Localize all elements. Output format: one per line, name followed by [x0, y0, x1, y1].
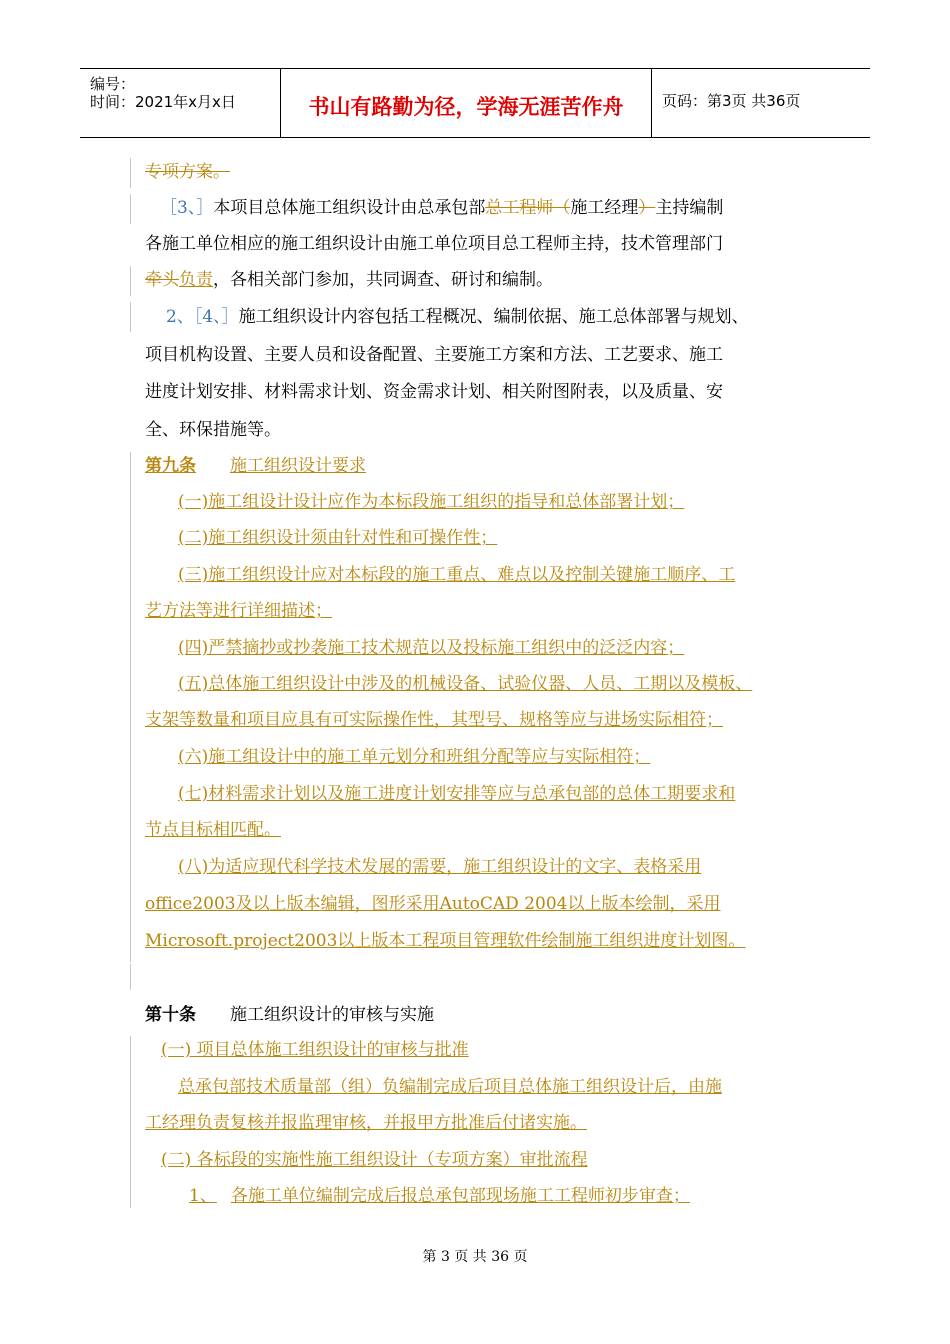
revision-bar — [130, 1036, 131, 1208]
document-number-label: 编号： — [90, 75, 136, 93]
revision-bar — [130, 266, 131, 296]
text-run: 施工组织设计内容包括工程概况、编制依据、施工总体部署与规划、 — [238, 307, 749, 327]
list-item-continued: Microsoft.project2003以上版本工程项目管理软件绘制施工组织进度计划图。 — [145, 931, 746, 951]
list-item: (一)施工组设计设计应作为本标段施工组织的指导和总体部署计划； — [178, 492, 685, 512]
page-footer: 第 3 页 共 36 页 — [422, 1249, 528, 1265]
text-run: 主持编制 — [655, 198, 724, 218]
section-heading: (二) 各标段的实施性施工组织设计（专项方案）审批流程 — [161, 1150, 588, 1170]
revision-bar — [130, 194, 131, 224]
paragraph-line: 项目机构设置、主要人员和设备配置、主要施工方案和方法、工艺要求、施工 — [145, 345, 723, 365]
paragraph-line: 工经理负责复核并报监理审核，并报甲方批准后付诸实施。 — [145, 1113, 587, 1133]
item-number: ［3、］ — [160, 198, 214, 218]
paragraph-line: 总承包部技术质量部（组）负编制完成后项目总体施工组织设计后，由施 — [178, 1077, 722, 1097]
paragraph-line: 全、环保措施等。 — [145, 420, 281, 440]
header-info-cell — [80, 69, 281, 137]
list-item-continued: 艺方法等进行详细描述； — [145, 601, 332, 621]
item-number: 1、 — [189, 1186, 217, 1206]
text-run: 各施工单位编制完成后报总承包部现场施工工程师初步审查； — [230, 1186, 690, 1206]
inserted-text: 负责 — [179, 270, 213, 290]
slogan: 书山有路勤为径，学海无涯苦作舟 — [308, 95, 624, 119]
date-label: 时间：2021年x月x日 — [90, 93, 236, 111]
item-number: 2、［4、］ — [166, 307, 239, 327]
list-item: (四)严禁摘抄或抄袭施工技术规范以及投标施工组织中的泛泛内容； — [178, 638, 685, 658]
page-count-label: 页码：第3页 共36页 — [662, 92, 801, 110]
paragraph-line: 各施工单位相应的施工组织设计由施工单位项目总工程师主持，技术管理部门 — [145, 234, 723, 254]
paragraph-line: 专项方案。 — [145, 162, 230, 182]
list-item: (五)总体施工组织设计中涉及的机械设备、试验仪器、人员、工期以及模板、 — [178, 674, 753, 694]
article-heading — [145, 1003, 434, 1027]
deleted-text: 牵头 — [145, 270, 179, 290]
list-item-continued: 节点目标相匹配。 — [145, 820, 281, 840]
list-item: (八)为适应现代科学技术发展的需要，施工组织设计的文字、表格采用 — [178, 857, 702, 877]
paragraph-line: 进度计划安排、材料需求计划、资金需求计划、相关附图附表，以及质量、安 — [145, 382, 723, 402]
deleted-text: 总工程师（ — [485, 198, 571, 218]
deleted-text: ） — [638, 198, 656, 218]
article-title: 施工组织设计要求 — [230, 456, 366, 476]
text-run: 本项目总体施工组织设计由总承包部 — [213, 198, 486, 218]
page-header — [80, 68, 870, 138]
list-item-continued: office2003及以上版本编辑，图形采用AutoCAD 2004以上版本绘制，采用 — [145, 894, 721, 914]
text-run: 施工经理 — [570, 198, 639, 218]
text-run: ，各相关部门参加，共同调查、研讨和编制。 — [213, 270, 553, 290]
list-item: (二)施工组织设计须由针对性和可操作性； — [178, 528, 498, 548]
revision-bar — [130, 302, 131, 332]
article-title: 施工组织设计的审核与实施 — [230, 1005, 434, 1025]
article-number: 第十条 — [145, 1005, 196, 1025]
revision-bar — [130, 452, 131, 962]
header-page-cell — [652, 69, 870, 137]
header-slogan-cell — [281, 69, 652, 137]
paragraph-line — [166, 305, 749, 329]
section-heading: (一) 项目总体施工组织设计的审核与批准 — [161, 1040, 469, 1060]
paragraph-line — [145, 268, 553, 292]
article-heading — [145, 454, 366, 478]
list-item: (六)施工组设计中的施工单元划分和班组分配等应与实际相符； — [178, 747, 651, 767]
revision-bar — [130, 964, 131, 990]
list-item: (三)施工组织设计应对本标段的施工重点、难点以及控制关键施工顺序、工 — [178, 565, 736, 585]
revision-bar — [130, 158, 131, 188]
list-item — [189, 1184, 690, 1208]
list-item-continued: 支架等数量和项目应具有可实际操作性，其型号、规格等应与进场实际相符； — [145, 710, 723, 730]
list-item: (七)材料需求计划以及施工进度计划安排等应与总承包部的总体工期要求和 — [178, 784, 736, 804]
paragraph-line — [160, 196, 723, 220]
article-number: 第九条 — [145, 456, 196, 476]
